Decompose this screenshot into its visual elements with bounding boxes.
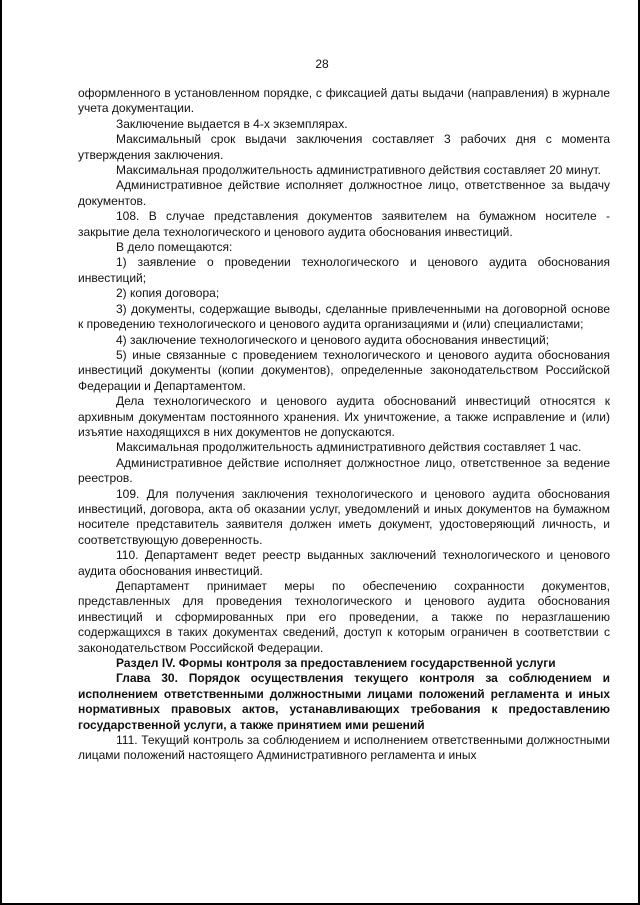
paragraph-108: 108. В случае представления документов заявителем на бумажном носителе - закрытие дела технологического и ценового аудита обоснования инвестиций. [78,209,610,239]
paragraph-max-term: Максимальный срок выдачи заключения составляет 3 рабочих дня с момента утверждения заключения. [78,132,610,162]
list-item-4: 4) заключение технологического и ценового аудита обоснования инвестиций; [116,332,550,347]
chapter-heading: Глава 30. Порядок осуществления текущего контроля за соблюдением и исполнением ответственными должностными лицами положений регламента и иных нормативных правовых актов, устанавливающих требования к предоставлению государственной услуги, а также принятием ими решений [78,671,610,732]
document-body [78,86,610,764]
list-item-2: 2) копия договора; [116,286,220,301]
list-item-5: 5) иные связанные с проведением технологического и ценового аудита обоснования инвестиций документы (копии документов), определенные законодательством Российской Федерации и Департаментом. [78,347,610,393]
paragraph-responsible-issuance: Административное действие исполняет должностное лицо, ответственное за выдачу документов. [78,178,610,208]
paragraph-continuation: оформленного в установленном порядке, с фиксацией даты выдачи (направления) в журнале учета документации. [78,86,610,116]
paragraph-duration-20min: Максимальная продолжительность административного действия составляет 20 минут. [116,163,601,178]
paragraph-archive: Дела технологического и ценового аудита обоснований инвестиций относятся к архивным документам постоянного хранения. Их уничтожение, а также исправление и (или) изъятие находящихся в них документов не допускаются. [78,394,610,439]
list-item-1: 1) заявление о проведении технологического и ценового аудита обоснования инвестиций; [78,255,610,285]
section-heading: Раздел IV. Формы контроля за предоставлением государственной услуги [116,656,556,671]
paragraph-file-contents: В дело помещаются: [116,240,233,255]
paragraph-109: 109. Для получения заключения технологического и ценового аудита обоснования инвестиций, договора, акта об оказании услуг, уведомлений и иных документов на бумажном носителе представитель заявителя должен иметь документ, удостоверяющий личность, и соответствующую доверенность. [78,486,610,547]
paragraph-safekeeping: Департамент принимает меры по обеспечению сохранности документов, представленных для проведения технологического и ценового аудита обоснования инвестиций и сформированных при его проведении, а также по неразглашению содержащихся в таких документах сведений, доступ к которым ограничен в соответствии с законодательством Российской Федерации. [78,579,610,655]
paragraph-111: 111. Текущий контроль за соблюдением и исполнением ответственными должностными лицами положений настоящего Административного регламента и иных [78,733,610,763]
paragraph-copies: Заключение выдается в 4-х экземплярах. [116,116,348,131]
paragraph-110: 110. Департамент ведет реестр выданных заключений технологического и ценового аудита обоснования инвестиций. [78,548,610,578]
page-number: 28 [315,57,329,71]
paragraph-responsible-registers: Административное действие исполняет должностное лицо, ответственное за ведение реестров. [78,455,610,486]
list-item-3: 3) документы, содержащие выводы, сделанные привлеченными на договорной основе к проведению технологического и ценового аудита организациями и (или) специалистами; [78,301,610,332]
paragraph-duration-1h: Максимальная продолжительность административного действия составляет 1 час. [116,440,582,455]
